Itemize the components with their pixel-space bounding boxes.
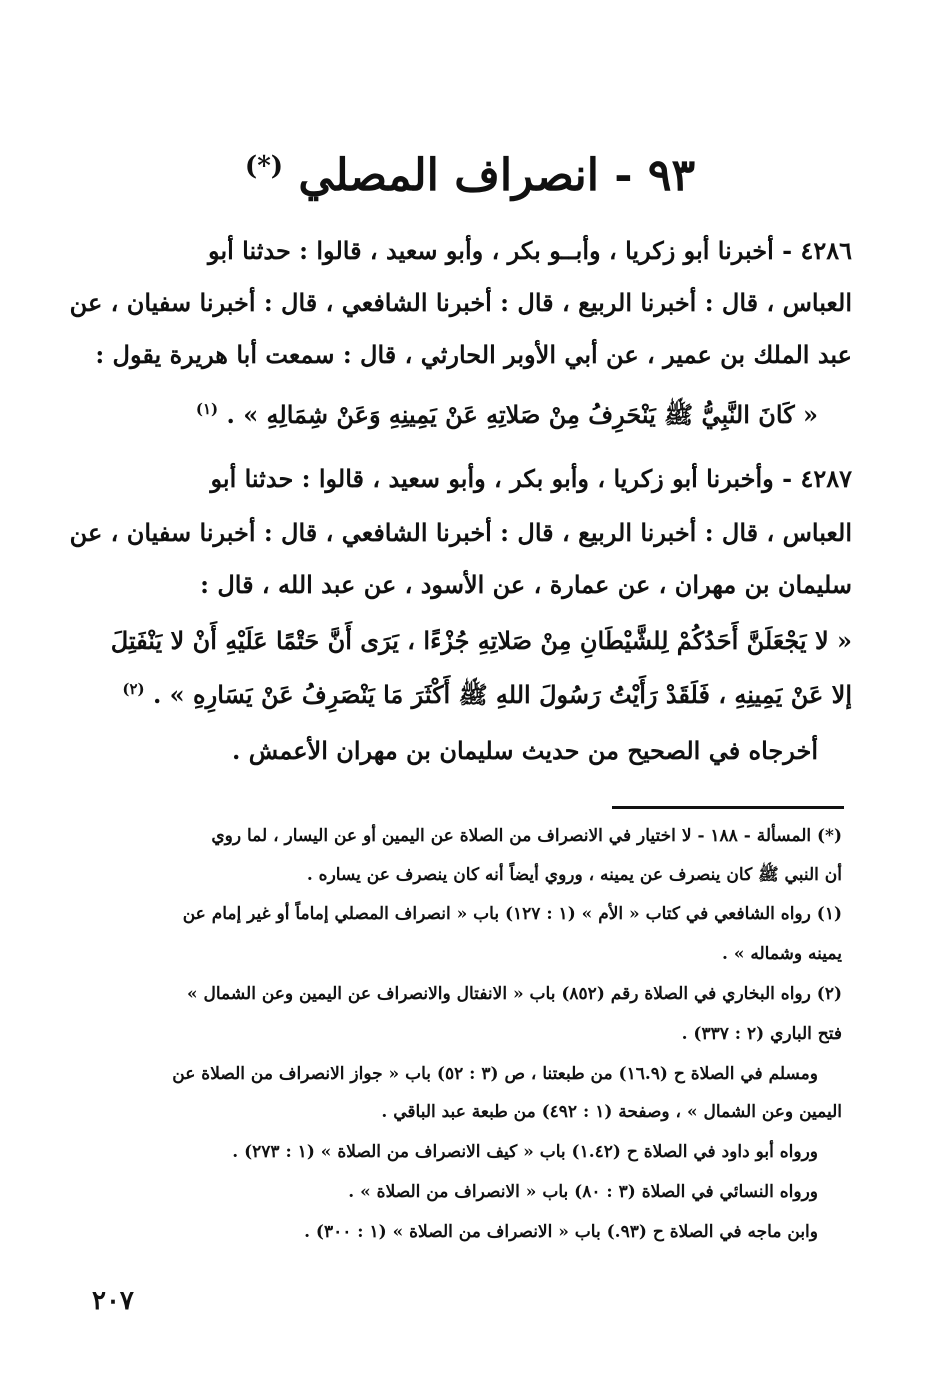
footnote-2-line-2: فتح الباري (٢ : ٣٣٧) . xyxy=(681,1024,842,1044)
hadith-4287-line-1: ٤٢٨٧ - وأخبرنا أبو زكريا ، وأبو بكر ، وأبو سعيد ، قالوا : حدثنا أبو xyxy=(210,464,852,493)
prophetic-quote-1-text: « كَانَ النَّبِيُّ ﷺ يَنْحَرِفُ مِنْ صَلاتِهِ عَنْ يَمِينِهِ وَعَنْ شِمَالِهِ » . xyxy=(226,400,818,429)
footnote-2-line-7: وابن ماجه في الصلاة ح (٩٣.) باب « الانصراف من الصلاة » (١ : ٣٠٠) . xyxy=(304,1222,818,1242)
prophetic-quote-1 xyxy=(196,400,818,435)
prophetic-quote-2-line-2 xyxy=(112,680,852,715)
footnote-star-line-2: أن النبي ﷺ كان ينصرف عن يمينه ، وروي أيضاً أنه كان ينصرف عن يساره . xyxy=(306,865,842,885)
hadith-4287-line-2: العباس ، قال : أخبرنا الربيع ، قال : أخبرنا الشافعي ، قال : أخبرنا سفيان ، عن xyxy=(69,518,852,547)
hadith-4287-line-3: سليمان بن مهران ، عن عمارة ، عن الأسود ، عن عبد الله ، قال : xyxy=(200,570,852,599)
heading-footnote-marker: (*) xyxy=(244,151,284,182)
footnote-2-line-6: ورواه النسائي في الصلاة (٣ : ٨٠) باب « الانصراف من الصلاة » . xyxy=(348,1182,818,1202)
footnote-ref-1: (١) xyxy=(195,400,219,418)
hadith-4286-line-2: العباس ، قال : أخبرنا الربيع ، قال : أخبرنا الشافعي ، قال : أخبرنا سفيان ، عن xyxy=(69,288,852,317)
footnote-star-line-1: (*) المسألة - ١٨٨ - لا اختيار في الانصراف من الصلاة عن اليمين أو عن اليسار ، لما روي xyxy=(211,826,842,846)
hadith-4286-line-1: ٤٢٨٦ - أخبرنا أبو زكريا ، وأبــو بكر ، وأبو سعيد ، قالوا : حدثنا أبو xyxy=(208,236,852,265)
prophetic-quote-2-text: إلا عَنْ يَمِينِهِ ، فَلَقَدْ رَأَيْتُ رَسُولَ اللهِ ﷺ أَكْثَرَ مَا يَنْصَرِفُ عَنْ يَسَارِهِ » . xyxy=(152,680,852,709)
page-number: ٢٠٧ xyxy=(92,1286,134,1316)
closing-note: أخرجاه في الصحيح من حديث سليمان بن مهران الأعمش . xyxy=(232,736,818,765)
chapter-title: ٩٣ - انصراف المصلي xyxy=(298,150,696,201)
footnote-2-line-4: اليمين وعن الشمال » ، وصفحة (١ : ٤٩٢) من طبعة عبد الباقي . xyxy=(381,1102,842,1122)
footnote-2-line-1: (٢) رواه البخاري في الصلاة رقم (٨٥٢) باب « الانفتال والانصراف عن اليمين وعن الشمال » xyxy=(186,984,842,1004)
hadith-4286-line-3: عبد الملك بن عمير ، عن أبي الأوبر الحارثي ، قال : سمعت أبا هريرة يقول : xyxy=(95,340,852,369)
prophetic-quote-2-line-1: « لا يَجْعَلَنَّ أَحَدُكُمْ لِلشَّيْطَانِ مِنْ صَلاتِهِ جُزْءًا ، يَرَى أَنَّ حَتْمًا عَلَيْهِ أَنْ لا يَنْفَتِلَ xyxy=(110,626,852,655)
chapter-heading xyxy=(0,150,940,201)
footnote-2-line-3: ومسلم في الصلاة ح (١٦.٩) من طبعتنا ، ص (٣ : ٥٢) باب « جواز الانصراف من الصلاة عن xyxy=(172,1064,818,1084)
footnote-1-line-1: (١) رواه الشافعي في كتاب « الأم » (١ : ١٢٧) باب « انصراف المصلي إماماً أو غير إمام عن xyxy=(182,904,842,924)
footnote-2-line-5: ورواه أبو داود في الصلاة ح (١.٤٢) باب « كيف الانصراف من الصلاة » (١ : ٢٧٣) . xyxy=(232,1142,818,1162)
footnote-1-line-2: يمينه وشماله » . xyxy=(722,944,842,964)
footnote-ref-2: (٢) xyxy=(122,680,145,698)
footnote-separator xyxy=(612,806,844,809)
